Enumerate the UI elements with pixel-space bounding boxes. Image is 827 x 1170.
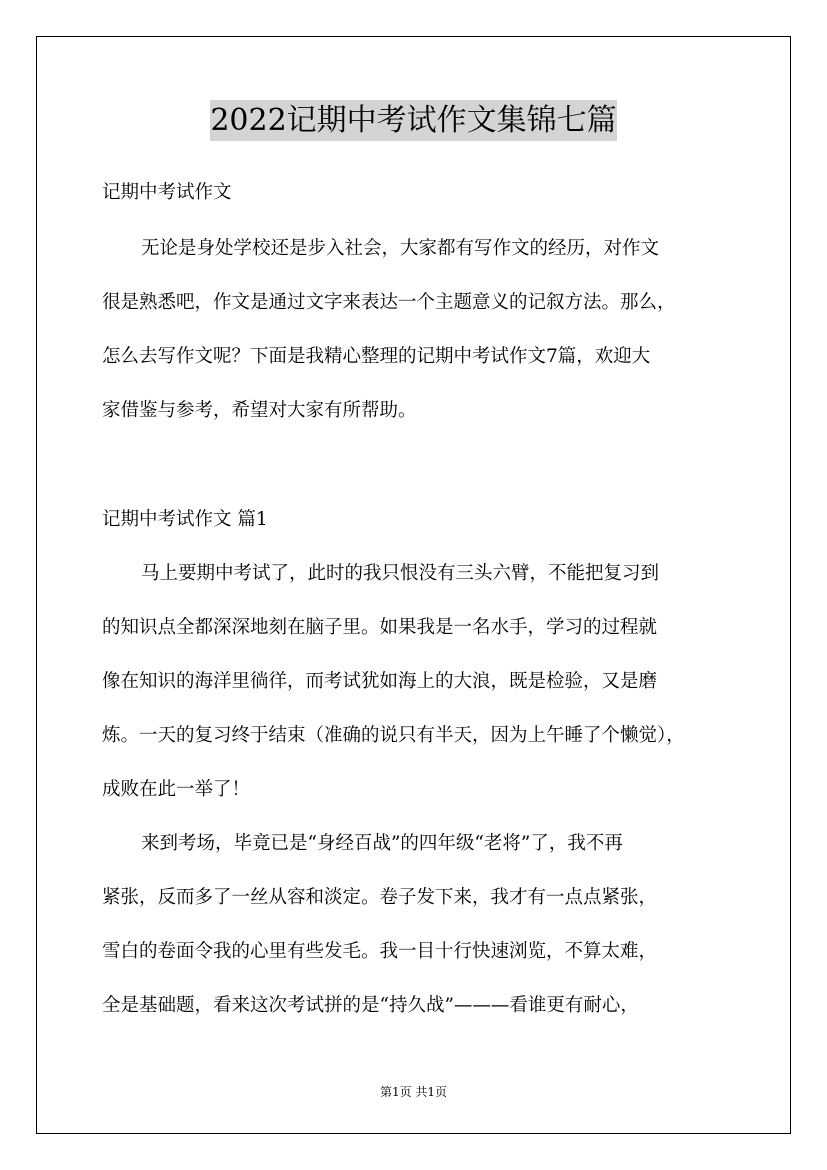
document-title: 2022记期中考试作文集锦七篇 bbox=[210, 100, 617, 141]
paragraph-line: 全是基础题，看来这次考试拼的是“持久战”———看谁更有耐心， bbox=[102, 995, 639, 1016]
intro-line: 无论是身处学校还是步入社会，大家都有写作文的经历，对作文 bbox=[141, 238, 660, 259]
paragraph-line: 成败在此一举了！ bbox=[102, 779, 251, 800]
section-heading-intro: 记期中考试作文 bbox=[102, 182, 232, 203]
section-heading-1: 记期中考试作文 篇1 bbox=[102, 509, 268, 530]
paragraph-line: 像在知识的海洋里徜徉，而考试犹如海上的大浪，既是检验，又是磨 bbox=[102, 671, 658, 692]
paragraph-line: 马上要期中考试了，此时的我只恨没有三头六臂，不能把复习到 bbox=[141, 563, 660, 584]
paragraph-line: 炼。一天的复习终于结束（准确的说只有半天，因为上午睡了个懒觉）， bbox=[102, 725, 685, 746]
paragraph-line: 来到考场，毕竟已是“身经百战”的四年级“老将”了，我不再 bbox=[141, 833, 623, 854]
intro-line: 怎么去写作文呢？下面是我精心整理的记期中考试作文7篇，欢迎大 bbox=[102, 346, 651, 367]
paragraph-line: 的知识点全都深深地刻在脑子里。如果我是一名水手，学习的过程就 bbox=[102, 617, 658, 638]
intro-line: 家借鉴与参考，希望对大家有所帮助。 bbox=[102, 400, 417, 421]
page-number: 第1页 共1页 bbox=[379, 1085, 448, 1099]
intro-line: 很是熟悉吧，作文是通过文字来表达一个主题意义的记叙方法。那么， bbox=[102, 292, 676, 313]
paragraph-line: 雪白的卷面令我的心里有些发毛。我一目十行快速浏览，不算太难， bbox=[102, 941, 658, 962]
paragraph-line: 紧张，反而多了一丝从容和淡定。卷子发下来，我才有一点点紧张， bbox=[102, 887, 658, 908]
